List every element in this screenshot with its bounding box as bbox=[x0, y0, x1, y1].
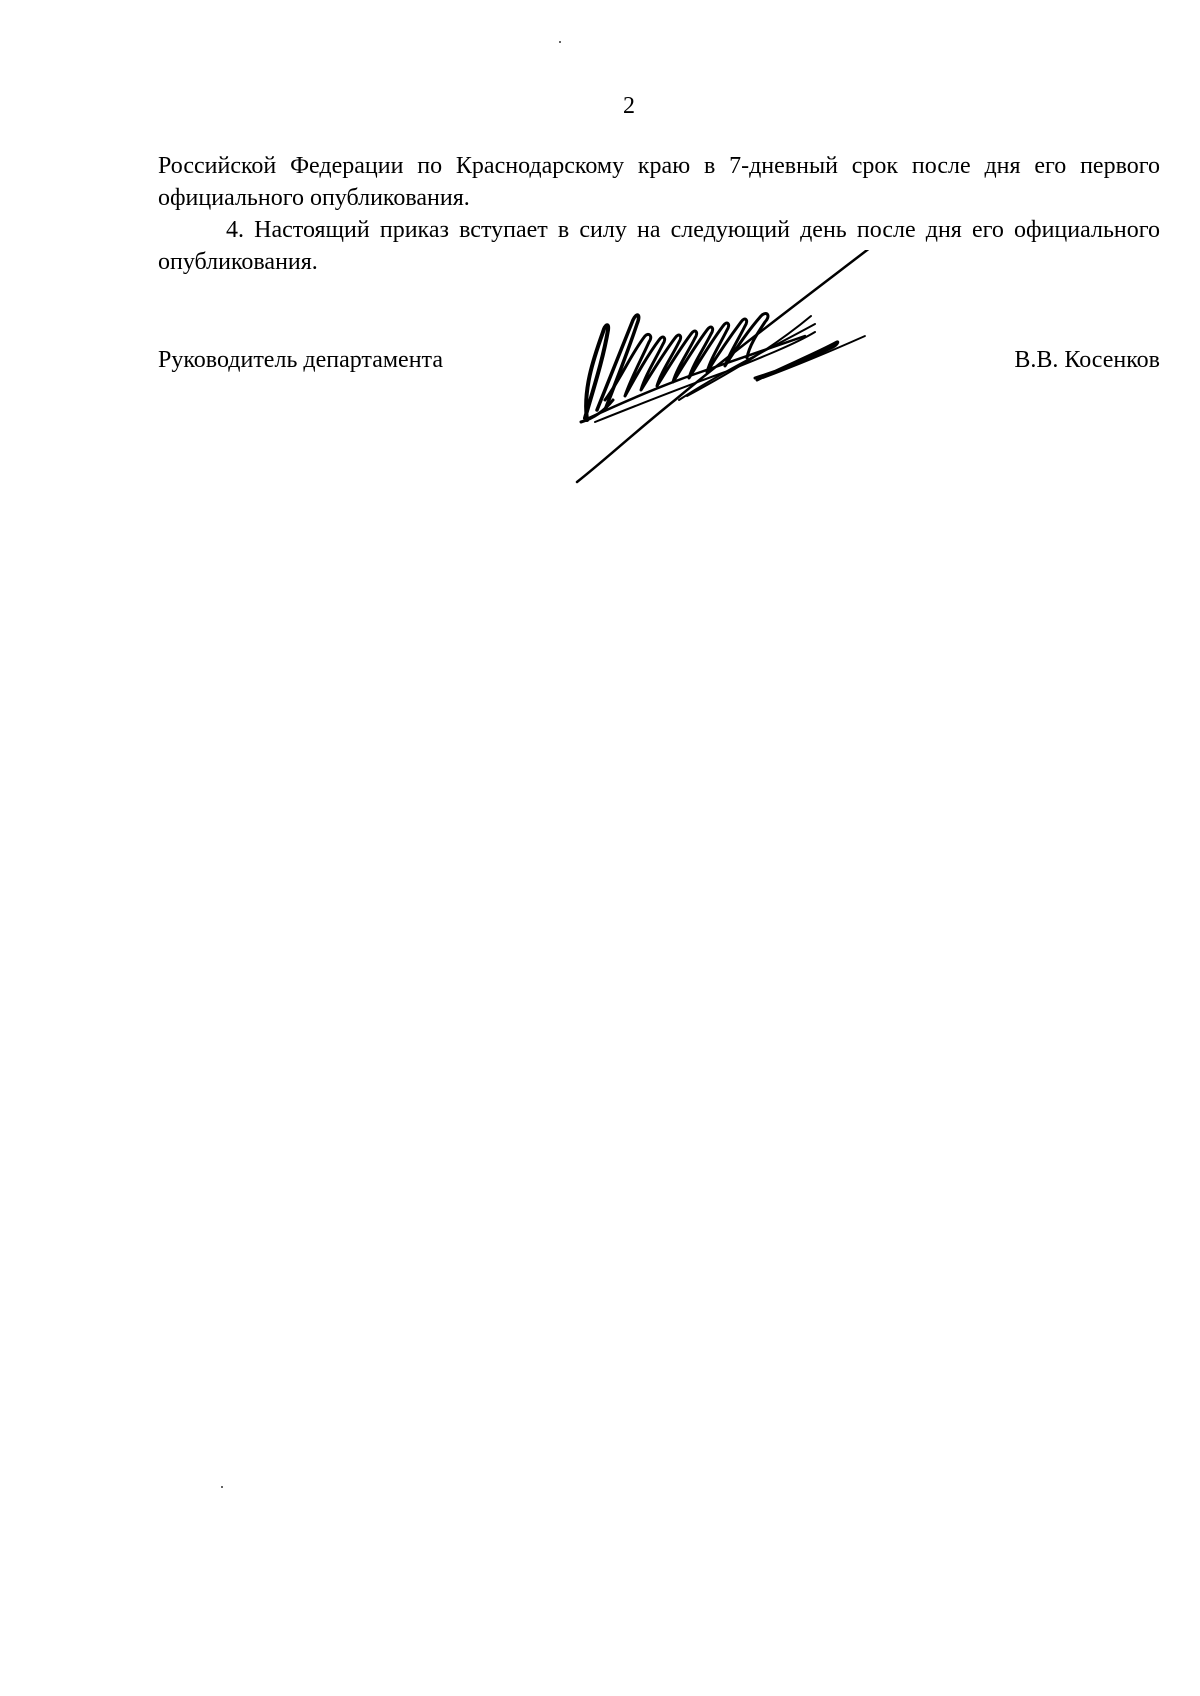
handwritten-signature bbox=[575, 250, 965, 520]
signatory-title: Руководитель департамента bbox=[158, 347, 443, 373]
scan-speck bbox=[221, 1486, 223, 1488]
signatory-name: В.В. Косенков bbox=[1014, 347, 1160, 373]
scan-speck bbox=[559, 41, 561, 43]
page-number: 2 bbox=[623, 93, 635, 119]
paragraph-continuation: Российской Федерации по Краснодарскому краю в 7-дневный срок после дня его первого официального опубликования. bbox=[158, 153, 1160, 211]
paragraph-item-4: 4. Настоящий приказ вступает в силу на следующий день после дня его официального опубликования. bbox=[158, 217, 1160, 275]
